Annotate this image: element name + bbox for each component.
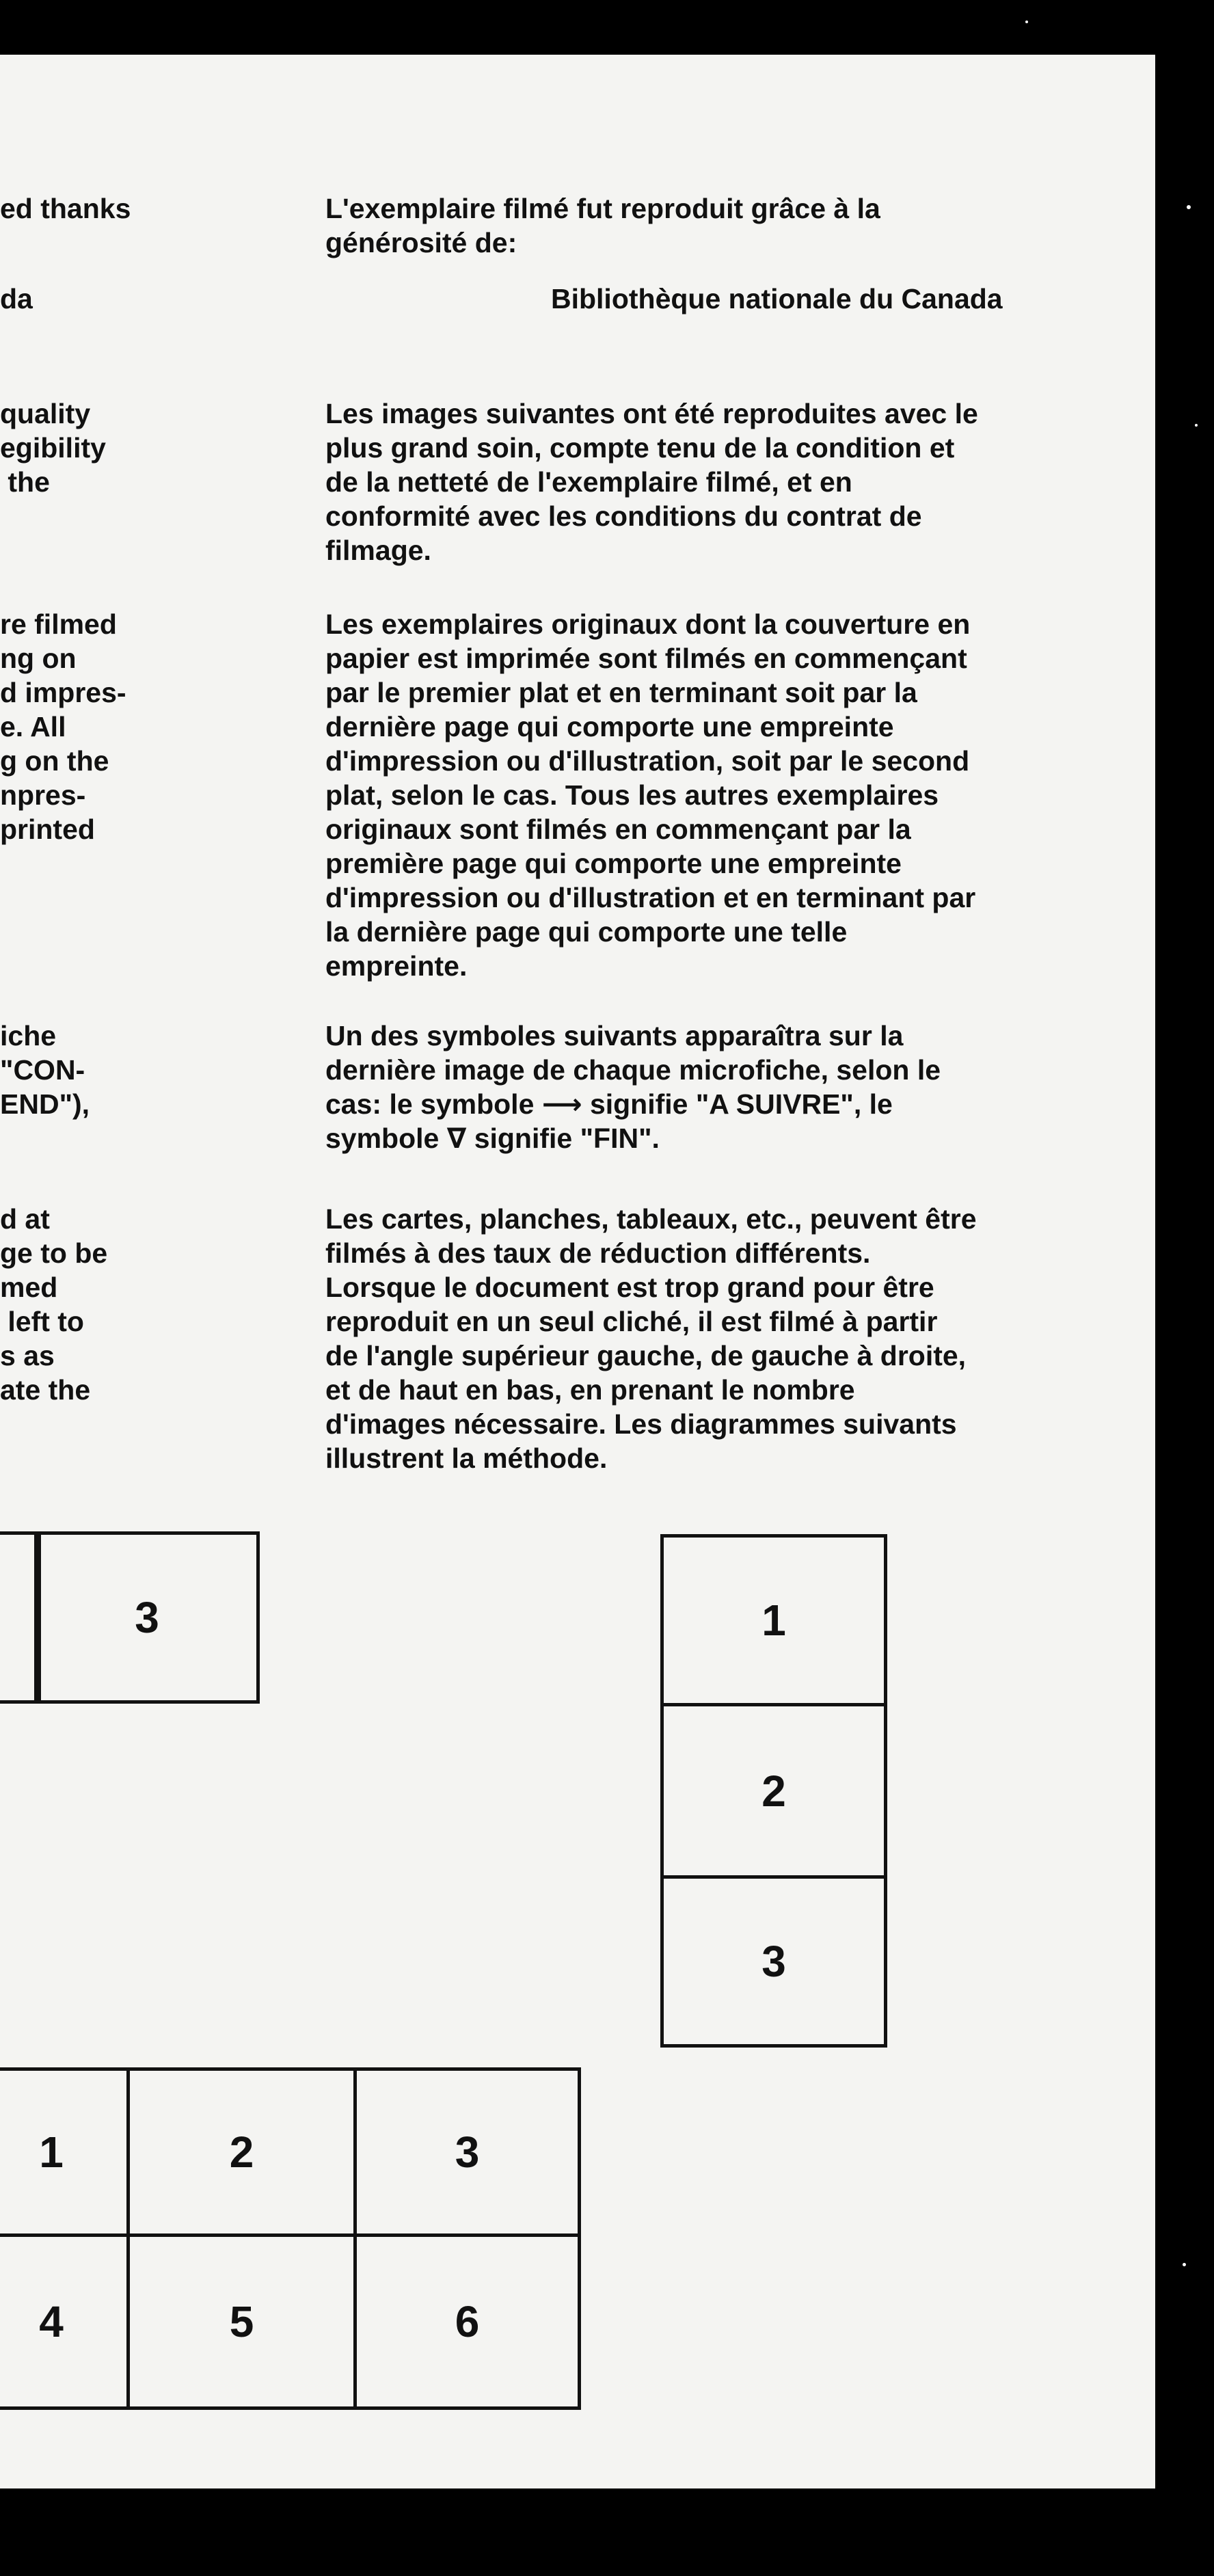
french-paragraph-2	[325, 607, 975, 983]
text-line: cas: le symbole ⟶ signifie "A SUIVRE", le	[325, 1088, 893, 1120]
diagram-column-frame: 2	[660, 1703, 887, 1879]
text-line: filmés à des taux de réduction différents.	[325, 1237, 871, 1269]
text-line: symbole ∇ signifie "FIN".	[325, 1123, 660, 1154]
text-line: et de haut en bas, en prenant le nombre	[325, 1374, 855, 1406]
french-paragraph-4	[325, 1202, 977, 1475]
text-line: de la netteté de l'exemplaire filmé, et en	[325, 466, 852, 498]
text-line: printed	[0, 814, 95, 845]
text-line: conformité avec les conditions du contrat de	[325, 500, 922, 532]
text-line: d at	[0, 1203, 50, 1235]
diagram-grid-cell: 2	[126, 2067, 357, 2237]
english-paragraph-4-fragment	[0, 1202, 107, 1407]
english-paragraph-1-fragment	[0, 397, 106, 499]
text-line: ate the	[0, 1374, 91, 1406]
text-line: ng on	[0, 643, 77, 674]
text-line: Lorsque le document est trop grand pour être	[325, 1272, 934, 1303]
text-line: plat, selon le cas. Tous les autres exemplaires	[325, 779, 939, 811]
text-line: d'impression ou d'illustration et en terminant par	[325, 882, 976, 913]
text-line: left to	[0, 1306, 84, 1337]
diagram-grid-cell: 6	[353, 2233, 581, 2410]
text-line: med	[0, 1272, 58, 1303]
text-line: END"),	[0, 1088, 90, 1120]
text-line: Les images suivantes ont été reproduites avec le	[325, 398, 978, 429]
diagram-row-frame: 3	[34, 1531, 260, 1704]
text-line: npres-	[0, 779, 86, 811]
text-line: dernière image de chaque microfiche, selon le	[325, 1054, 941, 1086]
french-paragraph-1	[325, 397, 978, 567]
text-line: d'images nécessaire. Les diagrammes suivants	[325, 1408, 957, 1440]
dust-speck	[1183, 2263, 1186, 2266]
diagram-grid-cell: 4	[0, 2233, 130, 2410]
text-line: par le premier plat et en terminant soit par la	[325, 677, 917, 708]
dust-speck	[1025, 21, 1028, 23]
text-line: d impres-	[0, 677, 126, 708]
text-line: la dernière page qui comporte une telle	[325, 916, 848, 948]
diagram-grid-cell: 3	[353, 2067, 581, 2237]
text-line: Un des symboles suivants apparaîtra sur la	[325, 1020, 904, 1051]
text-line: plus grand soin, compte tenu de la condition et	[325, 432, 955, 464]
text-line: empreinte.	[325, 950, 468, 982]
french-intro	[325, 191, 880, 260]
diagram-grid-cell: 1	[0, 2067, 130, 2237]
text-line: L'exemplaire filmé fut reproduit grâce à la	[325, 193, 880, 224]
diagram-grid-cell: 5	[126, 2233, 357, 2410]
text-line: g on the	[0, 745, 109, 777]
french-paragraph-3	[325, 1019, 941, 1155]
text-line: première page qui comporte une empreinte	[325, 848, 902, 879]
text-line: "CON-	[0, 1054, 85, 1086]
english-paragraph-3-fragment	[0, 1019, 90, 1121]
diagram-column-frame: 3	[660, 1875, 887, 2048]
text-line: filmage.	[325, 535, 431, 566]
text-line: Les exemplaires originaux dont la couverture en	[325, 608, 971, 640]
english-paragraph-2-fragment	[0, 607, 126, 846]
text-line: quality	[0, 398, 91, 429]
dust-speck	[1195, 424, 1198, 427]
institution-name: Bibliothèque nationale du Canada	[551, 283, 1003, 314]
text-line: papier est imprimée sont filmés en commençant	[325, 643, 967, 674]
text-line: reproduit en un seul cliché, il est filmé à partir	[325, 1306, 938, 1337]
text-line: de l'angle supérieur gauche, de gauche à droite,	[325, 1340, 967, 1371]
text-line: re filmed	[0, 608, 117, 640]
text-line: the	[0, 466, 50, 498]
text-line: s as	[0, 1340, 55, 1371]
text-line: e. All	[0, 711, 66, 742]
text-line: dernière page qui comporte une empreinte	[325, 711, 894, 742]
text-line: d'impression ou d'illustration, soit par le second	[325, 745, 970, 777]
text-line: générosité de:	[325, 227, 517, 258]
text-line: ge to be	[0, 1237, 108, 1269]
diagram-column-frame: 1	[660, 1534, 887, 1706]
text-line: illustrent la méthode.	[325, 1443, 608, 1474]
text-line: iche	[0, 1020, 57, 1051]
english-canada-fragment: da	[0, 283, 33, 314]
dust-speck	[1187, 205, 1191, 209]
text-line: egibility	[0, 432, 106, 464]
english-thanks-fragment: ed thanks	[0, 193, 131, 224]
text-line: originaux sont filmés en commençant par la	[325, 814, 911, 845]
text-line: Les cartes, planches, tableaux, etc., peuvent être	[325, 1203, 977, 1235]
